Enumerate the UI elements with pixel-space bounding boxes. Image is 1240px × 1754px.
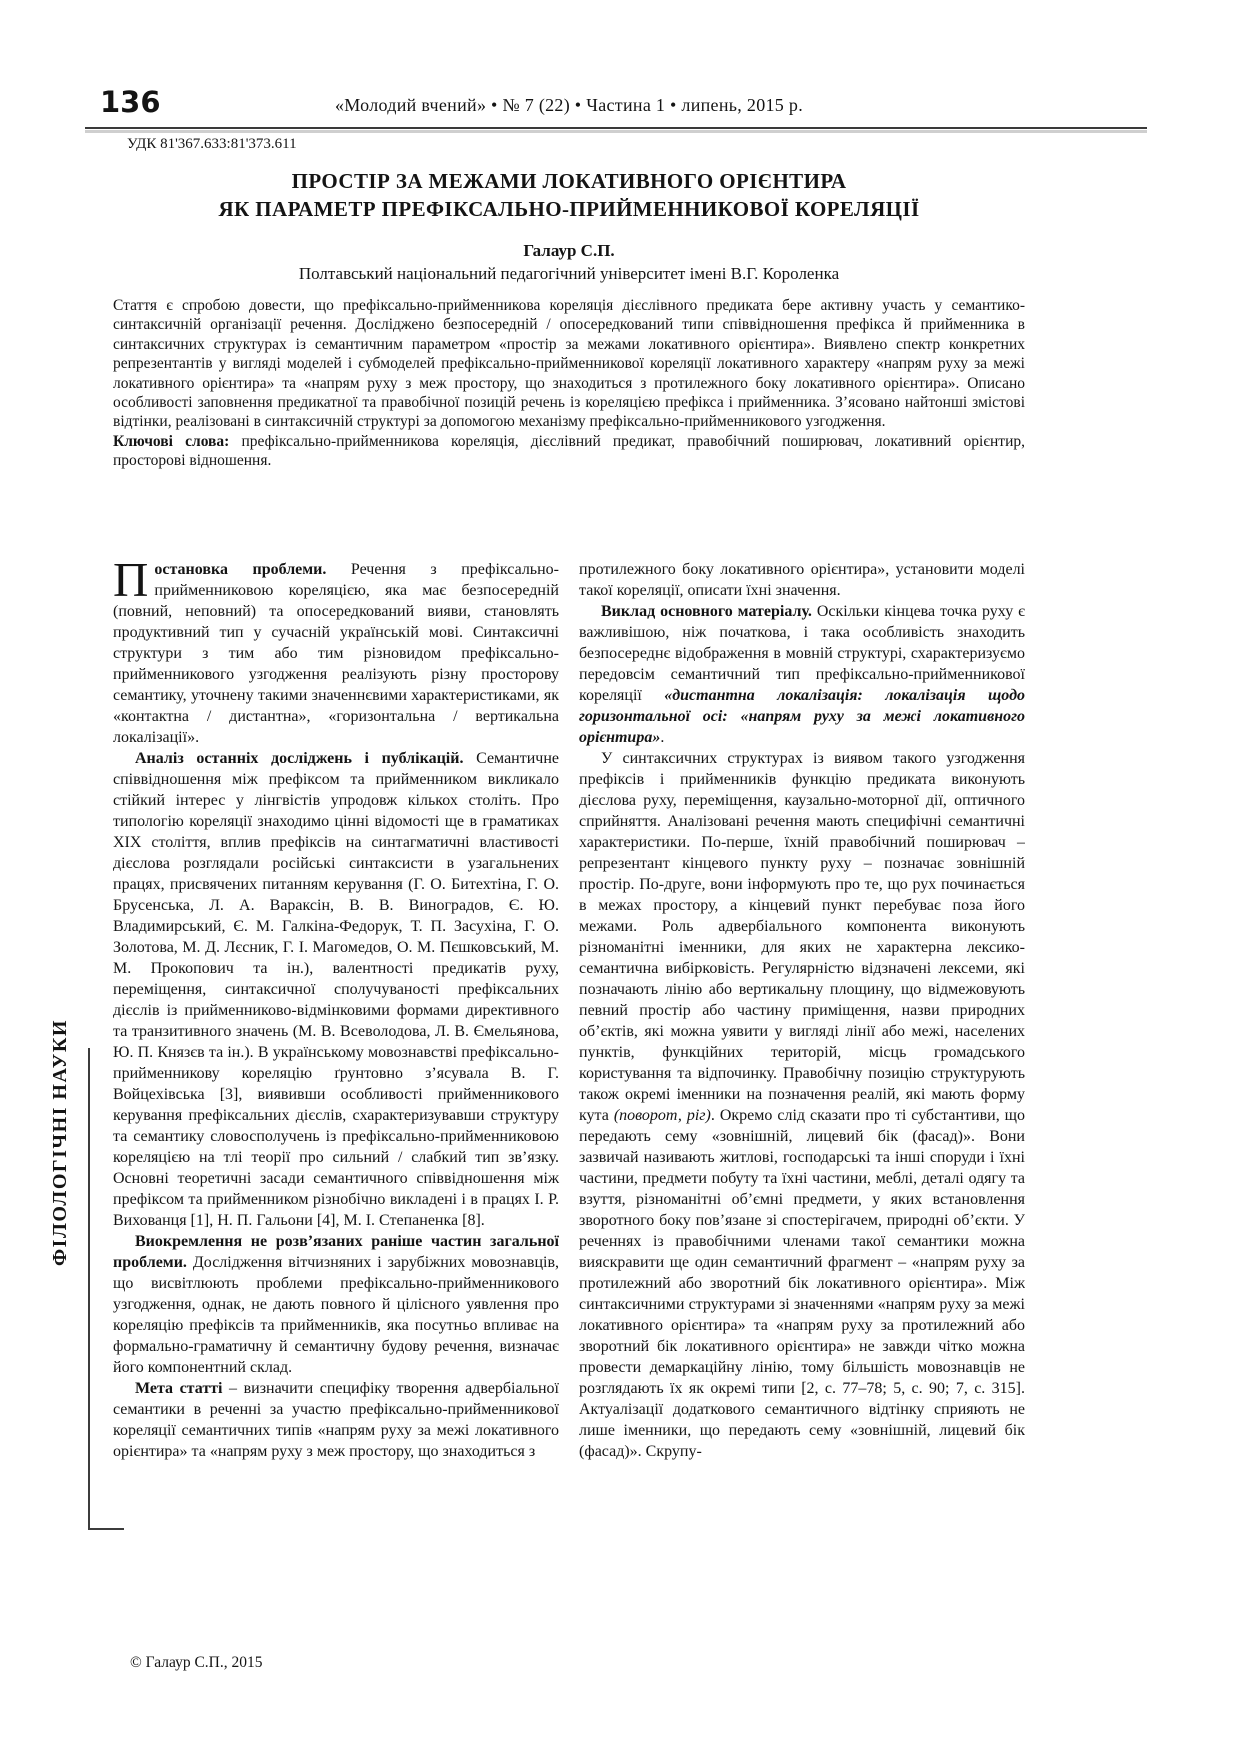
paragraph <box>579 601 1025 748</box>
article-title <box>113 167 1025 223</box>
text-segment: Мета статті <box>135 1380 223 1397</box>
article-title-line2: ЯК ПАРАМЕТР ПРЕФІКСАЛЬНО-ПРИЙМЕННИКОВОЇ КОРЕЛЯЦІЇ <box>218 197 920 221</box>
keywords-text: префіксально-прийменникова кореляція, дієслівний предикат, правобічний поширювач, локативний орієнтир, просторові відношення. <box>113 432 1026 470</box>
column-left <box>113 559 559 1651</box>
header-rule-shadow <box>85 130 1147 133</box>
text-segment: протилежного боку локативного орієнтира», установити моделі такої кореляції, описати їхні значення. <box>579 561 1025 599</box>
text-segment: . <box>660 729 665 746</box>
dropcap-initial: П <box>113 559 149 607</box>
keywords-label: Ключові слова: <box>113 432 230 450</box>
copyright-footer: © Галаур С.П., 2015 <box>130 1654 263 1671</box>
paragraph <box>579 559 1025 601</box>
paragraph <box>113 1378 559 1462</box>
article-abstract: Стаття є спробою довести, що префіксально-прийменникова кореляція дієслівного предиката бере активну участь у семантико-синтаксичній організації речення. Досліджено безпосередній / опосередкований типи співвідношення префікса й прийменника в синтаксичних структурах із семантичним параметром «простір за межами локативного орієнтира». Виявлено спектр конкретних репрезентантів у вигляді моделей і субмоделей префіксально-прийменникової кореляції локативного характеру «напрям руху за межі локативного орієнтира» та «напрям руху з меж простору, що знаходиться з протилежного боку локативного орієнтира». Описано особливості заповнення предикатної та правобічної позицій речень із кореляцією префікса і прийменника. З’ясовано найтонші змістові відтінки, реалізовані в синтаксичній структурі за допомогою механізму префіксально-прийменникового узгодження. <box>113 297 1025 431</box>
article-author: Галаур С.П. <box>523 241 615 260</box>
text-segment: Оскільки кінцева точка руху є важливішою, ніж початкова, і така особливість знаходить безпосереднє відображення в мовній структурі, схарактеризуємо передовсім семантичний тип префіксально-прийменникової кореляції <box>579 603 1025 704</box>
sidebar-rule-tick <box>88 1528 124 1530</box>
paragraph <box>113 1231 559 1378</box>
text-segment: Аналіз останніх досліджень і публікацій. <box>135 750 477 767</box>
sidebar-section-label: ФІЛОЛОГІЧНІ НАУКИ <box>49 1019 71 1266</box>
text-segment: Виклад основного матеріалу. <box>601 603 817 620</box>
paragraph <box>113 748 559 1231</box>
column-right <box>579 559 1025 1651</box>
article-title-line1: ПРОСТІР ЗА МЕЖАМИ ЛОКАТИВНОГО ОРІЄНТИРА <box>291 169 847 193</box>
paragraph <box>113 559 559 748</box>
text-segment: Речення з префіксально-прийменниковою кореляцією, яка має безпосередній (повний, неповний) та опосередкований вияви, становлять продуктивний тип у сучасній українській мові. Синтаксичні структури з тим або тим різновидом префіксально-прийменникового узгодження реалізують різну просторову семантику, уточнену такими значеннєвими характеристиками, як «контактна / дистантна», «горизонтальна / вертикальна локалізації». <box>113 561 559 746</box>
text-segment: У синтаксичних структурах із виявом такого узгодження префіксів і прийменників функцію предиката виконують дієслова руху, переміщення, каузально-моторної дії, оптичного сприйняття. Аналізовані речення мають специфічні семантичні характеристики. По-перше, їхній правобічний поширювач – репрезентант кінцевого пункту руху – позначає зовнішній простір. По-друге, вони інформують про те, що рух починається в межах простору, а кінцевий пункт перебуває поза його межами. Роль адвербіального компонента виконують різноманітні іменники, для яких не характерна лексико-семантична вибірковість. Регулярністю відзначені лексеми, які позначають лінію або вертикальну площину, що відмежовують певний простір або частину приміщення, назви природних об’єктів, які можна уявити у вигляді лінії або межі, населених пунктів, функційних територій, місць громадського користування та відпочинку. Правобічну позицію структурують також окремі іменники на позначення реалій, які мають форму кута <box>579 750 1025 1124</box>
keywords <box>113 432 1025 471</box>
udc-code: УДК 81'367.633:81'373.611 <box>127 136 297 152</box>
abstract-block <box>113 296 1025 471</box>
journal-header: «Молодий вчений» • № 7 (22) • Частина 1 • липень, 2015 р. <box>334 95 803 115</box>
text-segment: (поворот, ріг) <box>613 1107 711 1124</box>
body-columns <box>113 559 1025 1651</box>
text-segment: «дистантна локалізація: локалізація щодо горизонтальної осі: «напрям руху за межі локативного орієнтира» <box>579 687 1025 746</box>
header-rule <box>85 127 1147 129</box>
sidebar-rule <box>88 1048 90 1530</box>
text-segment: Виокремлення не розв’язаних раніше частин загальної проблеми. <box>113 1233 559 1271</box>
text-segment: Семантичне співвідношення між префіксом та прийменником викликало стійкий інтерес у лінгвістів упродовж кількох століть. Про типологію кореляції знаходимо цінні відомості ще в граматиках XIX століття, вплив префіксів на синтагматичні властивості дієслова розглядали російські синтаксисти в узагальнених працях, присвячених питанням керування (Г. О. Битехтіна, Г. О. Брусенська, Л. А. Вараксін, В. В. Виноградов, Є. Ю. Владимирський, Є. М. Галкіна-Федорук, Т. П. Засухіна, Г. О. Золотова, М. Д. Лєсник, Г. І. Магомедов, О. М. Пєшковський, М. М. Прокопович та ін.), валентності предикатів руху, переміщення, синтаксичної сполучуваності префіксальних дієслів із прийменниково-відмінковими формами директивного та транзитивного значень (М. В. Всеволодова, Л. В. Ємельянова, Ю. П. Князєв та ін.). В українському мовознавстві префіксально-прийменникову кореляцію ґрунтовно з’ясувала В. Г. Войцехівська [3], виявивши особливості прийменникового керування префіксальних дієслів, схарактеризувавши структуру та семантику словосполучень із префіксально-прийменниковою кореляцією на тлі теорії про сильний / слабкий тип зв’язку. Основні теоретичні засади семантичного співвідношення між префіксом та прийменником різнобічно викладені і в працях І. Р. Вихованця [1], Н. П. Гальони [4], М. І. Степаненка [8]. <box>113 750 559 1229</box>
text-segment: – визначити специфіку творення адвербіальної семантики в реченні за участю префіксально-прийменникової кореляції семантичних типів «напрям руху за межі локативного орієнтира» та «напрям руху з меж простору, що знаходиться з <box>113 1380 560 1460</box>
text-segment: остановка проблеми. <box>154 561 351 578</box>
article-affiliation: Полтавський національний педагогічний університет імені В.Г. Короленка <box>298 264 840 283</box>
page-number: 136 <box>100 85 161 119</box>
text-segment: Дослідження вітчизняних і зарубіжних мовознавців, що висвітлюють проблеми префіксально-прийменникового узгодження, однак, не дають повного й цілісного уявлення про кореляцію префіксів та прийменників, яка посутньо впливає на формально-граматичну й семантичну будову речення, визначає його компонентний склад. <box>113 1254 560 1376</box>
text-segment: . Окремо слід сказати про ті субстантиви, що передають сему «зовнішній, лицевий бік (фасад)». Вони зазвичай називають житлові, господарські та інші споруди і їхні частини, предмети побуту та їхні частини, меблі, деталі одягу та взуття, різноманітні об’ємні предмети, у яких встановлення зворотного боку пов’язане зі спостерігачем, природні об’єкти. У реченнях із правобічними членами такої семантики можна вияскравити ще один семантичний фрагмент – «напрям руху за протилежний або зворотний бік локативного орієнтира». Між синтаксичними структурами зі значеннями «напрям руху за межі локативного орієнтира» та «напрям руху за протилежний або зворотний бік локативного орієнтира» не завжди чітко можна провести демаркаційну лінію, тому більшість мовознавців не розглядають їх як окремі типи [2, с. 77–78; 5, с. 90; 7, с. 315]. Актуалізації додаткового семантичного відтінку сприяють не лише іменники, що передають сему «зовнішній, лицевий бік (фасад)». Скрупу- <box>579 1107 1025 1460</box>
paragraph <box>579 748 1025 1462</box>
